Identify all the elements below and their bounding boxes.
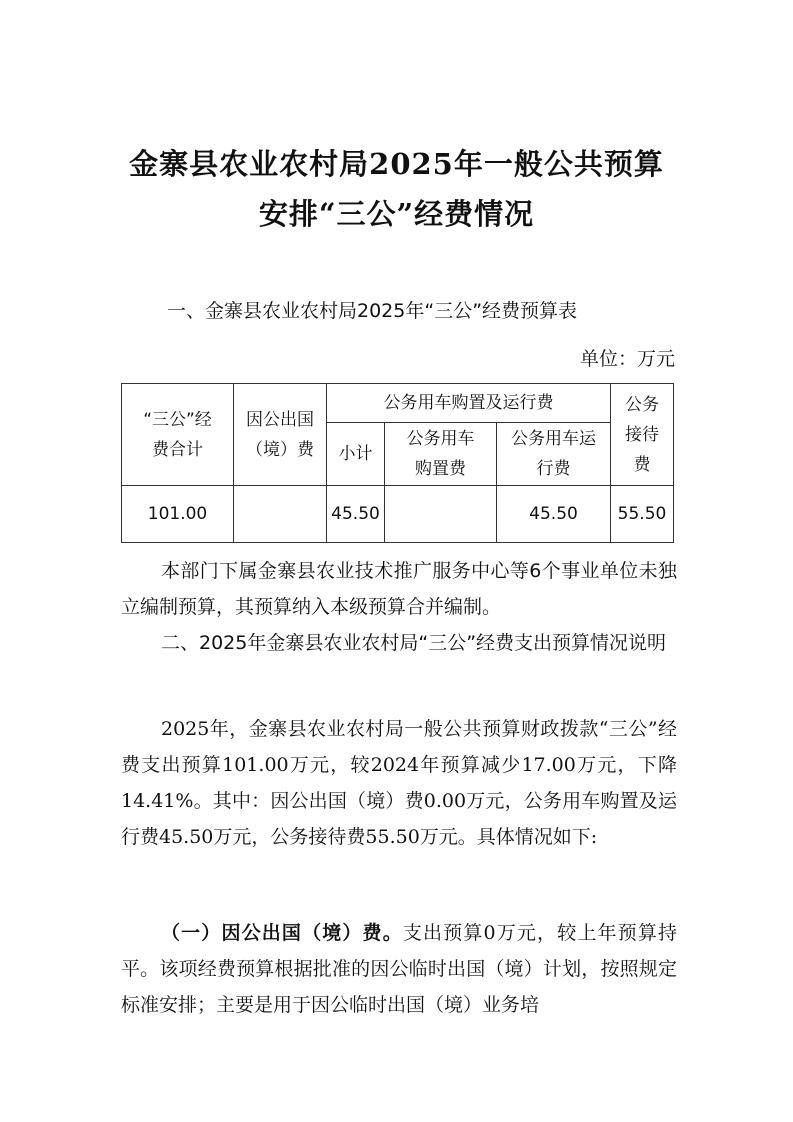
budget-table — [121, 383, 674, 543]
header-subtotal: 小计 — [327, 423, 385, 486]
item1-heading: （一）因公出国（境）费。 — [161, 922, 403, 944]
table-header-row — [122, 384, 674, 423]
header-abroad: 因公出国（境）费 — [234, 384, 327, 486]
cell-total: 101.00 — [122, 486, 234, 543]
cell-vehicle-purchase — [385, 486, 497, 543]
unit-label: 单位：万元 — [579, 348, 675, 370]
summary-paragraph: 2025年，金寨县农业农村局一般公共预算财政拨款“三公”经费支出预算101.00万元，较2024年预算减少17.00万元，下降14.41%。其中：因公出国（境）费0.00万元，公务用车购置及运行费45.50万元，公务接待费55.50万元。具体情况如下: — [121, 718, 677, 848]
item1-body: 支出预算0万元，较上年预算持平。该项经费预算根据批准的因公临时出国（境）计划，按照规定标准安排；主要是用于因公临时出国（境）业务培 — [121, 922, 677, 1016]
cell-subtotal: 45.50 — [327, 486, 385, 543]
item1-paragraph — [121, 915, 677, 1023]
header-total: “三公”经费合计 — [122, 384, 234, 486]
document-title-line1: 金寨县农业农村局2025年一般公共预算 — [129, 147, 664, 181]
section1-heading: 一、金寨县农业农村局2025年“三公”经费预算表 — [167, 300, 578, 322]
header-vehicle-purchase: 公务用车购置费 — [385, 423, 497, 486]
document-title-line2: 安排“三公”经费情况 — [258, 197, 535, 231]
note-paragraph: 本部门下属金寨县农业技术推广服务中心等6个事业单位未独立编制预算，其预算纳入本级预算合并编制。 — [121, 560, 677, 618]
cell-vehicle-operation: 45.50 — [497, 486, 611, 543]
cell-reception: 55.50 — [611, 486, 674, 543]
cell-abroad — [234, 486, 327, 543]
section2-heading: 二、2025年金寨县农业农村局“三公”经费支出预算情况说明 — [161, 632, 667, 654]
header-vehicle-operation: 公务用车运行费 — [497, 423, 611, 486]
table-row — [122, 486, 674, 543]
header-vehicle-group: 公务用车购置及运行费 — [327, 384, 611, 423]
header-reception: 公务接待费 — [611, 384, 674, 486]
